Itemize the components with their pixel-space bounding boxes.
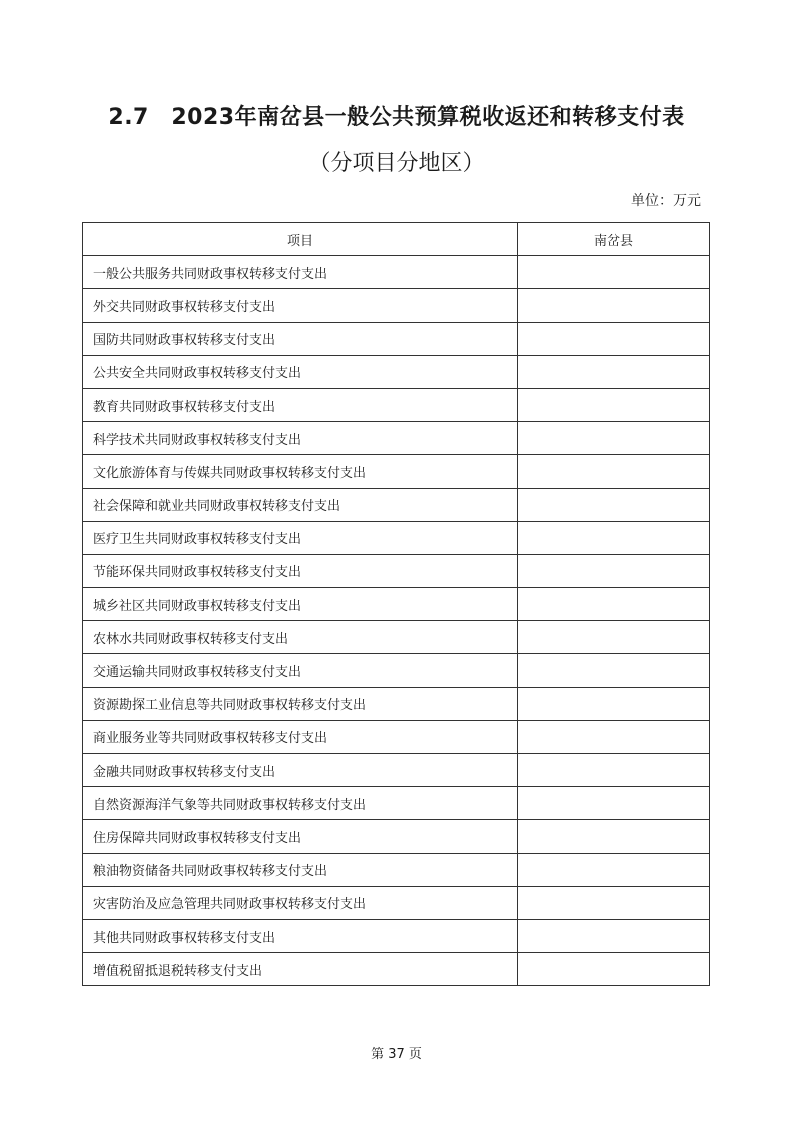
table-row [83, 621, 710, 654]
table-header-row [83, 223, 710, 256]
row-value-cell [518, 455, 710, 488]
row-item-label: 社会保障和就业共同财政事权转移支付支出 [83, 488, 518, 521]
row-item-label: 教育共同财政事权转移支付支出 [83, 388, 518, 421]
row-item-label: 资源勘探工业信息等共同财政事权转移支付支出 [83, 687, 518, 720]
table-row [83, 787, 710, 820]
unit-label: 单位：万元 [631, 193, 701, 209]
row-value-cell [518, 322, 710, 355]
table-row [83, 488, 710, 521]
row-value-cell [518, 289, 710, 322]
table-row [83, 554, 710, 587]
row-value-cell [518, 422, 710, 455]
row-item-label: 其他共同财政事权转移支付支出 [83, 919, 518, 952]
table-row [83, 256, 710, 289]
row-item-label: 农林水共同财政事权转移支付支出 [83, 621, 518, 654]
row-value-cell [518, 588, 710, 621]
row-value-cell [518, 820, 710, 853]
row-item-label: 灾害防治及应急管理共同财政事权转移支付支出 [83, 886, 518, 919]
row-value-cell [518, 953, 710, 986]
row-item-label: 节能环保共同财政事权转移支付支出 [83, 554, 518, 587]
table-row [83, 919, 710, 952]
page-subtitle: （分项目分地区） [308, 151, 485, 176]
table-row [83, 853, 710, 886]
table-row [83, 355, 710, 388]
table-row [83, 388, 710, 421]
row-value-cell [518, 355, 710, 388]
table-row [83, 521, 710, 554]
row-item-label: 城乡社区共同财政事权转移支付支出 [83, 588, 518, 621]
table-row [83, 422, 710, 455]
row-value-cell [518, 919, 710, 952]
column-header-region: 南岔县 [518, 223, 710, 256]
row-item-label: 公共安全共同财政事权转移支付支出 [83, 355, 518, 388]
row-value-cell [518, 787, 710, 820]
row-value-cell [518, 720, 710, 753]
page-number: 第 37 页 [371, 1047, 422, 1062]
row-item-label: 外交共同财政事权转移支付支出 [83, 289, 518, 322]
row-value-cell [518, 886, 710, 919]
table-row [83, 322, 710, 355]
table-row [83, 953, 710, 986]
table-row [83, 588, 710, 621]
column-header-item: 项目 [83, 223, 518, 256]
row-value-cell [518, 621, 710, 654]
row-value-cell [518, 754, 710, 787]
row-item-label: 一般公共服务共同财政事权转移支付支出 [83, 256, 518, 289]
row-value-cell [518, 554, 710, 587]
row-value-cell [518, 388, 710, 421]
page-title: 2.7 2023年南岔县一般公共预算税收返还和转移支付表 [108, 105, 685, 130]
table-row [83, 720, 710, 753]
transfer-payment-table [82, 222, 710, 986]
row-item-label: 交通运输共同财政事权转移支付支出 [83, 654, 518, 687]
row-item-label: 科学技术共同财政事权转移支付支出 [83, 422, 518, 455]
row-item-label: 商业服务业等共同财政事权转移支付支出 [83, 720, 518, 753]
row-value-cell [518, 488, 710, 521]
table-row [83, 654, 710, 687]
row-item-label: 增值税留抵退税转移支付支出 [83, 953, 518, 986]
row-item-label: 文化旅游体育与传媒共同财政事权转移支付支出 [83, 455, 518, 488]
row-item-label: 医疗卫生共同财政事权转移支付支出 [83, 521, 518, 554]
row-item-label: 粮油物资储备共同财政事权转移支付支出 [83, 853, 518, 886]
table-row [83, 886, 710, 919]
table-row [83, 455, 710, 488]
table-row [83, 820, 710, 853]
row-value-cell [518, 521, 710, 554]
row-item-label: 住房保障共同财政事权转移支付支出 [83, 820, 518, 853]
table-row [83, 289, 710, 322]
row-item-label: 金融共同财政事权转移支付支出 [83, 754, 518, 787]
row-item-label: 自然资源海洋气象等共同财政事权转移支付支出 [83, 787, 518, 820]
table-row [83, 754, 710, 787]
table-row [83, 687, 710, 720]
row-value-cell [518, 687, 710, 720]
row-value-cell [518, 256, 710, 289]
row-value-cell [518, 654, 710, 687]
row-item-label: 国防共同财政事权转移支付支出 [83, 322, 518, 355]
row-value-cell [518, 853, 710, 886]
